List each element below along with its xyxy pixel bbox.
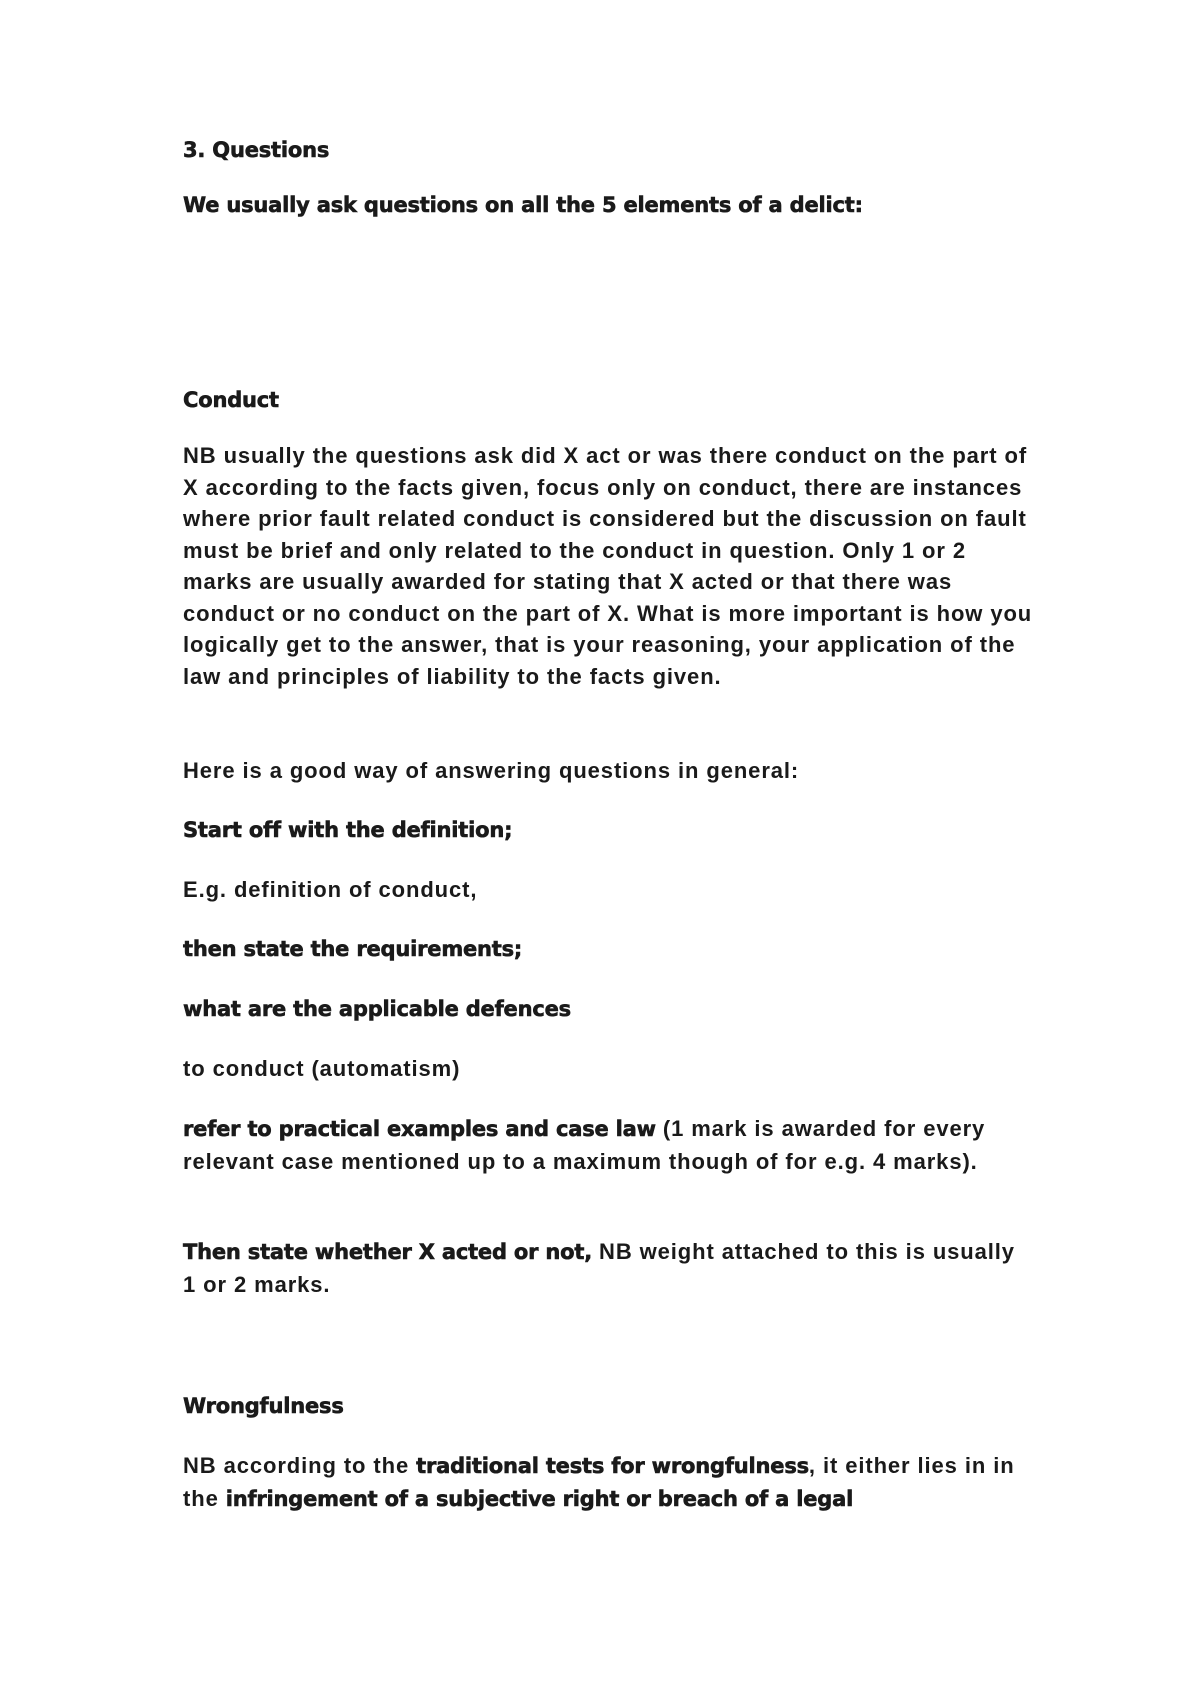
conduct-paragraph: NB usually the questions ask did X act or was there conduct on the part of X according to the facts given, focus only on conduct, there are instances where prior fault related conduct is considered but the discussion on fault must be brief and only related to the conduct in question. Only 1 or 2 marks are usually awarded for stating that X acted or that there was conduct or no conduct on the part of X. What is more important is how you logically get to the answer, that is your reasoning, your application of the law and principles of liability to the facts given. bbox=[183, 443, 1033, 689]
step-definition: Start off with the definition; bbox=[183, 818, 513, 842]
conduct-heading: Conduct bbox=[183, 388, 279, 412]
wrongfulness-heading: Wrongfulness bbox=[183, 1394, 344, 1418]
intro-text: We usually ask questions on all the 5 elements of a delict: bbox=[183, 193, 863, 217]
wrongfulness-part3: , it either lies in in the bbox=[183, 1453, 1015, 1511]
section-heading: 3. Questions bbox=[183, 138, 330, 162]
step-examples-rest: (1 mark is awarded for every relevant case mentioned up to a maximum though of for e.g. 4 marks). bbox=[183, 1116, 986, 1174]
step-defences: what are the applicable defences bbox=[183, 997, 571, 1021]
example-definition: E.g. definition of conduct, bbox=[183, 877, 478, 902]
step-conclusion-bold: Then state whether X acted or not, bbox=[183, 1240, 593, 1264]
step-requirements: then state the requirements; bbox=[183, 937, 523, 961]
step-conclusion bbox=[183, 1236, 1033, 1300]
defences-detail: to conduct (automatism) bbox=[183, 1056, 461, 1081]
step-examples-bold: refer to practical examples and case law bbox=[183, 1117, 656, 1141]
wrongfulness-part2: traditional tests for wrongfulness bbox=[416, 1454, 809, 1478]
wrongfulness-paragraph bbox=[183, 1450, 1033, 1515]
step-examples bbox=[183, 1113, 1033, 1177]
wrongfulness-part1: NB according to the bbox=[183, 1453, 417, 1478]
general-intro: Here is a good way of answering questions in general: bbox=[183, 758, 800, 783]
wrongfulness-part4: infringement of a subjective right or breach of a legal bbox=[225, 1486, 854, 1511]
step-conclusion-rest: NB weight attached to this is usually 1 or 2 marks. bbox=[183, 1239, 1015, 1297]
